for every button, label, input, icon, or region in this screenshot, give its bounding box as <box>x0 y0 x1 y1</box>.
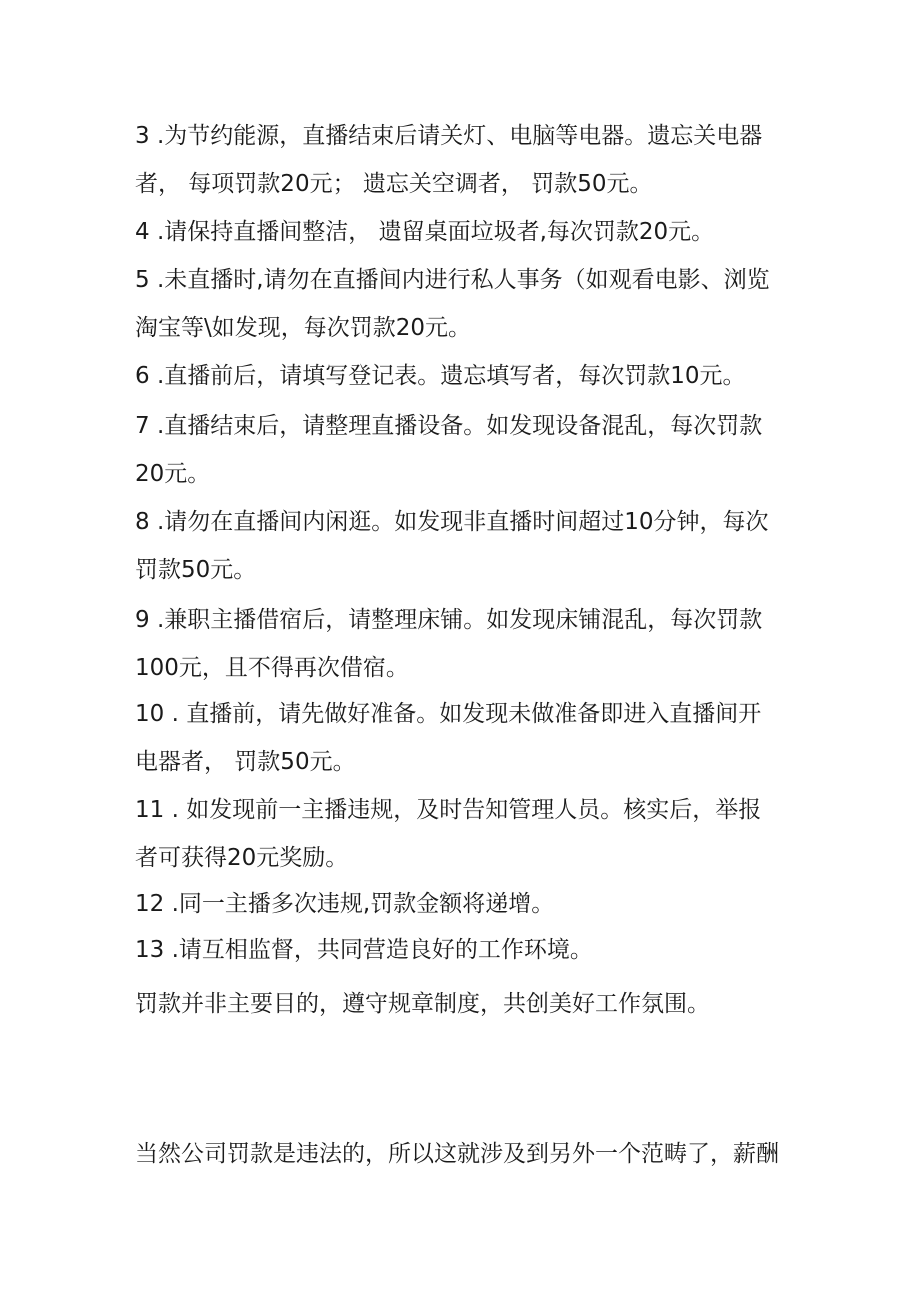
rule-5 <box>135 256 785 352</box>
rule-6-line-1: 6 .直播前后，请填写登记表。遗忘填写者，每次罚款10元。 <box>135 363 746 389</box>
rule-11-line-1: 11 . 如发现前一主播违规，及时告知管理人员。核实后，举报 <box>135 797 762 823</box>
rule-11-line-2: 者可获得20元奖励。 <box>135 845 349 871</box>
rule-3-line-2: 者， 每项罚款20元； 遗忘关空调者， 罚款50元。 <box>135 171 653 197</box>
rule-5-line-1: 5 .未直播时,请勿在直播间内进行私人事务（如观看电影、浏览 <box>135 267 770 293</box>
rule-4-line-1: 4 .请保持直播间整洁， 遗留桌面垃圾者,每次罚款20元。 <box>135 219 715 245</box>
rule-10-line-1: 10 . 直播前，请先做好准备。如发现未做准备即进入直播间开 <box>135 701 762 727</box>
rule-10 <box>135 690 785 786</box>
rule-7-line-2: 20元。 <box>135 461 211 487</box>
rule-6 <box>135 352 785 400</box>
rule-8-line-2: 罚款50元。 <box>135 557 257 583</box>
rule-12-line-1: 12 .同一主播多次违规,罚款金额将递增。 <box>135 891 555 917</box>
rule-5-line-2: 淘宝等\如发现，每次罚款20元。 <box>135 315 472 341</box>
rule-9-line-1: 9 .兼职主播借宿后，请整理床铺。如发现床铺混乱，每次罚款 <box>135 607 763 633</box>
rule-13-line-1: 13 .请互相监督，共同营造良好的工作环境。 <box>135 937 593 963</box>
rule-13 <box>135 926 785 974</box>
rule-8-line-1: 8 .请勿在直播间内闲逛。如发现非直播时间超过10分钟，每次 <box>135 509 769 535</box>
footer-paragraph: 当然公司罚款是违法的，所以这就涉及到另外一个范畴了，薪酬 <box>135 1141 779 1167</box>
rule-7 <box>135 402 785 498</box>
rule-8 <box>135 498 785 594</box>
closing-statement: 罚款并非主要目的，遵守规章制度，共创美好工作氛围。 <box>135 991 710 1017</box>
rule-4 <box>135 208 785 256</box>
rule-7-line-1: 7 .直播结束后，请整理直播设备。如发现设备混乱，每次罚款 <box>135 413 763 439</box>
rule-10-line-2: 电器者， 罚款50元。 <box>135 749 356 775</box>
rule-3-line-1: 3 .为节约能源，直播结束后请关灯、电脑等电器。遗忘关电器 <box>135 123 763 149</box>
rule-12 <box>135 880 785 928</box>
rule-11 <box>135 786 785 882</box>
rule-3 <box>135 112 785 208</box>
rule-9 <box>135 596 785 692</box>
rule-9-line-2: 100元，且不得再次借宿。 <box>135 655 409 681</box>
